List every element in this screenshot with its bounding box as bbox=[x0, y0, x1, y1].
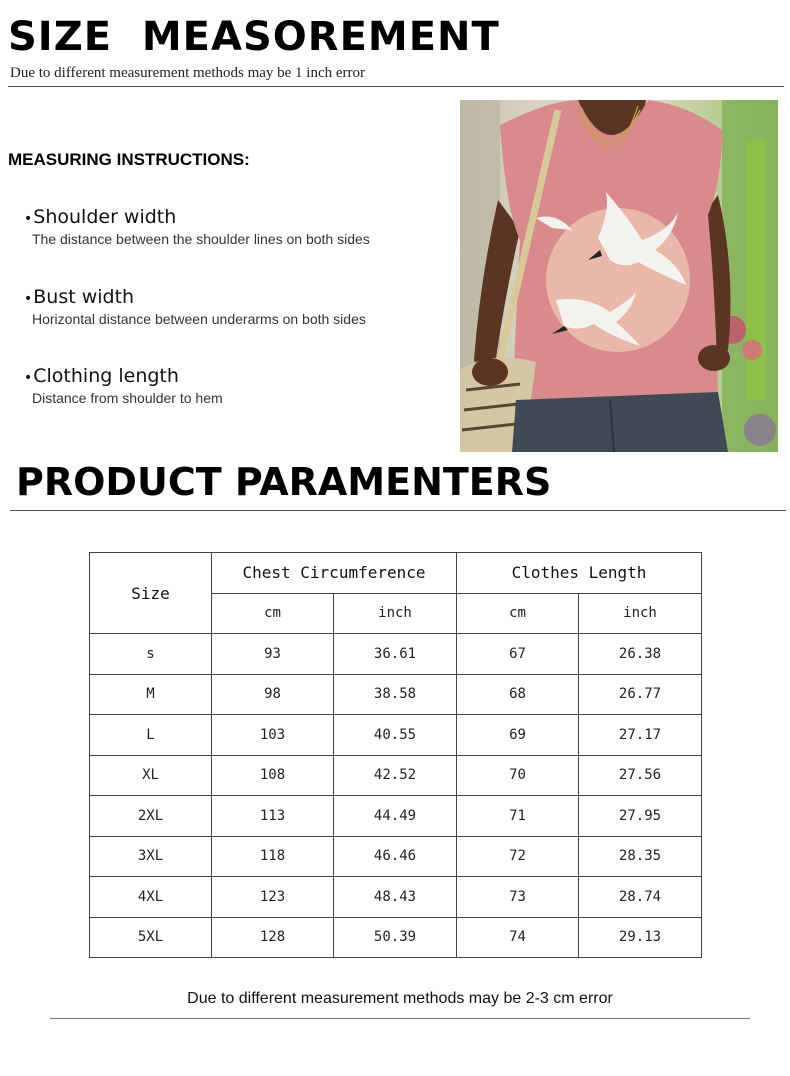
chest-cm-unit: cm bbox=[212, 593, 334, 634]
length-cm-cell: 70 bbox=[457, 755, 579, 796]
chest-cm-cell: 123 bbox=[212, 877, 334, 918]
size-cell: 3XL bbox=[90, 836, 212, 877]
chest-cm-cell: 118 bbox=[212, 836, 334, 877]
length-cm-cell: 74 bbox=[457, 917, 579, 958]
table-row bbox=[90, 634, 702, 675]
length-cm-cell: 71 bbox=[457, 796, 579, 837]
length-inch-cell: 26.77 bbox=[579, 674, 702, 715]
chest-cm-cell: 113 bbox=[212, 796, 334, 837]
size-chart-table bbox=[89, 552, 702, 958]
chest-inch-cell: 40.55 bbox=[334, 715, 457, 756]
table-row bbox=[90, 674, 702, 715]
measurement-error-footer: Due to different measurement methods may be 2-3 cm error bbox=[187, 990, 613, 1007]
chest-inch-cell: 46.46 bbox=[334, 836, 457, 877]
table-row bbox=[90, 715, 702, 756]
bullet-icon: • bbox=[24, 291, 33, 307]
bullet-icon: • bbox=[24, 211, 33, 227]
table-row bbox=[90, 917, 702, 958]
table-header-row bbox=[90, 553, 702, 594]
table-row bbox=[90, 796, 702, 837]
product-parameters-title: PRODUCT PARAMENTERS bbox=[16, 460, 552, 504]
length-inch-cell: 27.17 bbox=[579, 715, 702, 756]
instruction-description: The distance between the shoulder lines on both sides bbox=[32, 231, 370, 247]
instruction-name: Shoulder width bbox=[33, 206, 177, 228]
chest-inch-cell: 50.39 bbox=[334, 917, 457, 958]
length-cm-cell: 67 bbox=[457, 634, 579, 675]
chest-inch-unit: inch bbox=[334, 593, 457, 634]
chest-inch-cell: 42.52 bbox=[334, 755, 457, 796]
bullet-icon: • bbox=[24, 370, 33, 386]
table-row bbox=[90, 755, 702, 796]
measuring-instructions-heading: MEASURING INSTRUCTIONS: bbox=[8, 150, 250, 169]
size-cell: L bbox=[90, 715, 212, 756]
length-inch-cell: 28.35 bbox=[579, 836, 702, 877]
chest-cm-cell: 108 bbox=[212, 755, 334, 796]
length-cm-cell: 68 bbox=[457, 674, 579, 715]
top-divider bbox=[8, 86, 784, 87]
chest-circumference-header: Chest Circumference bbox=[212, 553, 457, 594]
size-cell: 4XL bbox=[90, 877, 212, 918]
instruction-description: Horizontal distance between underarms on both sides bbox=[32, 311, 366, 327]
chest-inch-cell: 38.58 bbox=[334, 674, 457, 715]
chest-inch-cell: 48.43 bbox=[334, 877, 457, 918]
chest-inch-cell: 44.49 bbox=[334, 796, 457, 837]
length-cm-cell: 69 bbox=[457, 715, 579, 756]
table-row bbox=[90, 836, 702, 877]
length-inch-cell: 26.38 bbox=[579, 634, 702, 675]
instruction-shoulder-width bbox=[24, 206, 370, 247]
size-cell: 5XL bbox=[90, 917, 212, 958]
size-cell: XL bbox=[90, 755, 212, 796]
length-inch-cell: 29.13 bbox=[579, 917, 702, 958]
size-cell: M bbox=[90, 674, 212, 715]
product-photo bbox=[460, 100, 778, 452]
bottom-divider bbox=[50, 1018, 750, 1019]
instruction-name: Bust width bbox=[33, 286, 135, 308]
instruction-description: Distance from shoulder to hem bbox=[32, 390, 223, 406]
length-inch-unit: inch bbox=[579, 593, 702, 634]
chest-cm-cell: 128 bbox=[212, 917, 334, 958]
length-inch-cell: 27.56 bbox=[579, 755, 702, 796]
size-cell: s bbox=[90, 634, 212, 675]
size-column-header: Size bbox=[90, 553, 212, 634]
instruction-bust-width bbox=[24, 286, 366, 327]
middle-divider bbox=[10, 510, 786, 511]
measurement-error-note: Due to different measurement methods may be 1 inch error bbox=[10, 65, 366, 81]
model-wearing-crane-tee-illustration bbox=[460, 100, 778, 452]
length-inch-cell: 28.74 bbox=[579, 877, 702, 918]
instruction-clothing-length bbox=[24, 365, 223, 406]
instruction-name: Clothing length bbox=[33, 365, 179, 387]
size-cell: 2XL bbox=[90, 796, 212, 837]
length-cm-cell: 72 bbox=[457, 836, 579, 877]
length-cm-unit: cm bbox=[457, 593, 579, 634]
chest-cm-cell: 93 bbox=[212, 634, 334, 675]
chest-cm-cell: 103 bbox=[212, 715, 334, 756]
chest-inch-cell: 36.61 bbox=[334, 634, 457, 675]
length-cm-cell: 73 bbox=[457, 877, 579, 918]
clothes-length-header: Clothes Length bbox=[457, 553, 702, 594]
table-row bbox=[90, 877, 702, 918]
length-inch-cell: 27.95 bbox=[579, 796, 702, 837]
size-measurement-title: SIZE MEASOREMENT bbox=[8, 14, 500, 60]
chest-cm-cell: 98 bbox=[212, 674, 334, 715]
